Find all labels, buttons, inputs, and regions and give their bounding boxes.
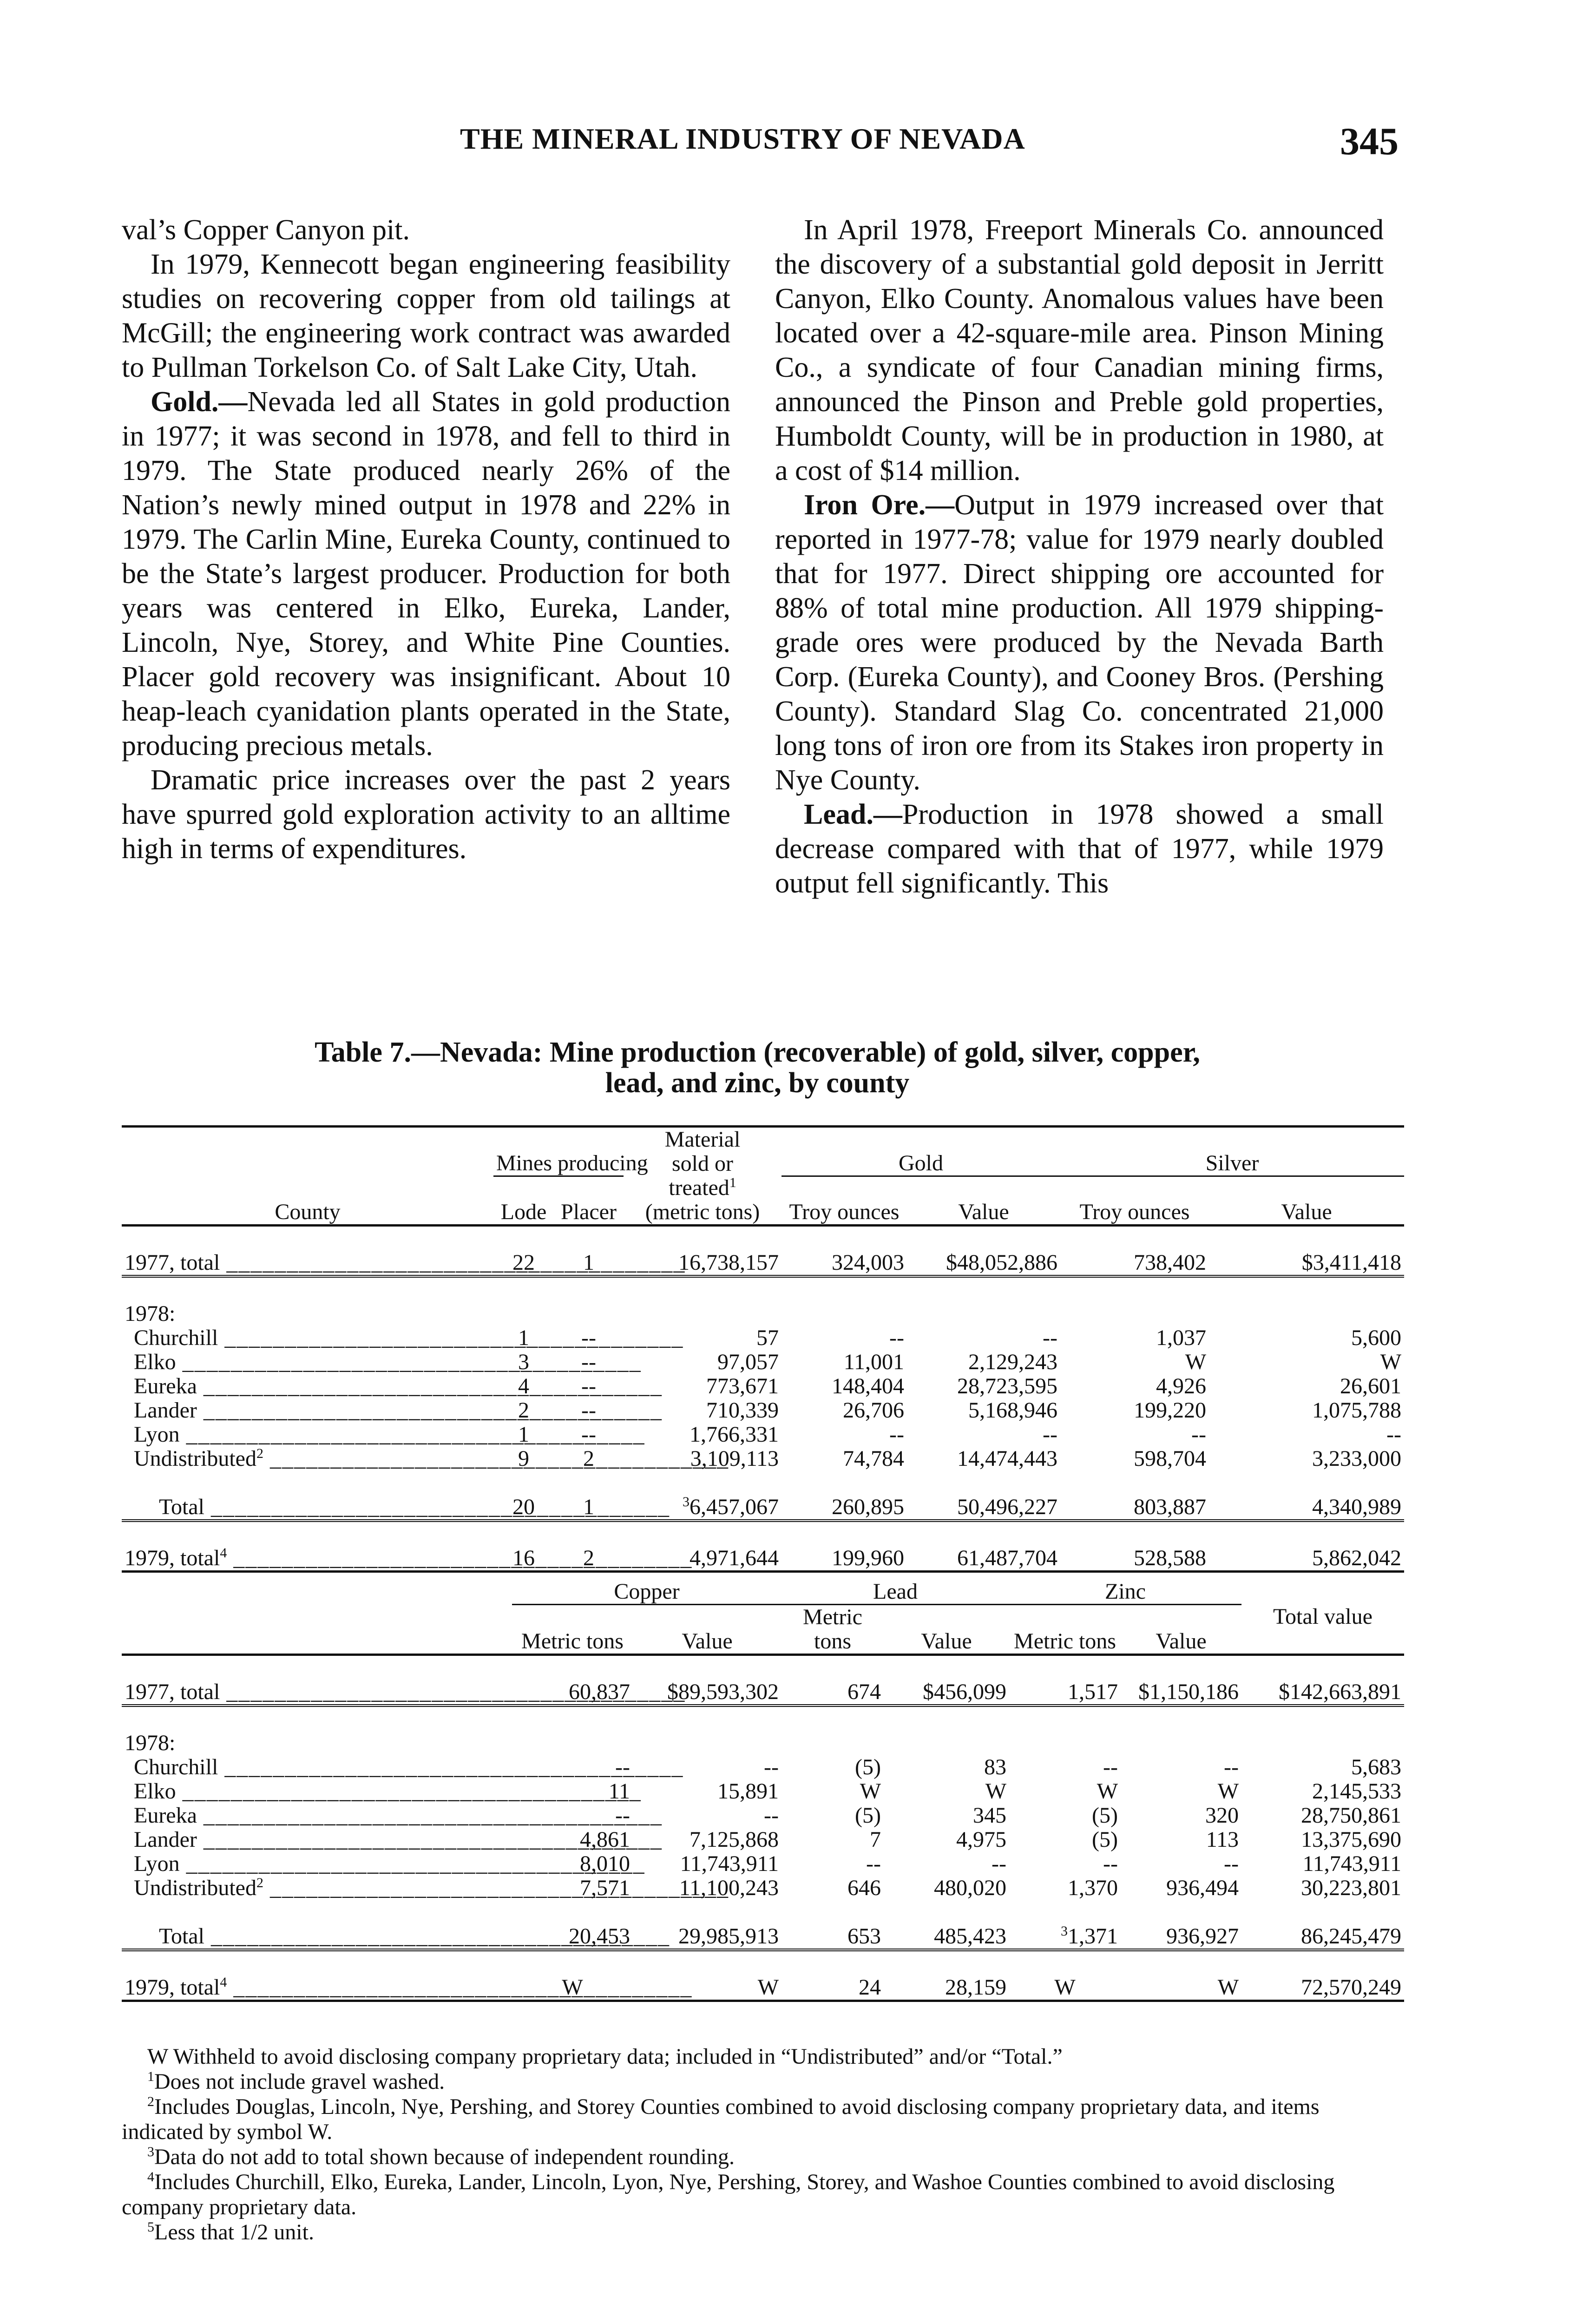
zinc-metric-tons-header: Metric tons [1014,1629,1116,1654]
table-row: Elko _____ 3 -- 97,057 11,001 2,129,243 W W [122,1350,1404,1374]
footnote-4: $^4$Includes Churchill, Elko, Eureka, Lander, Lincoln, Lyon, Nye, Pershing, Storey, and Washoe Counties combined to avoid disclosing company proprietary data. [122,2169,1335,2219]
paragraph-text: Production in 1978 showed a small decrease compared with that of 1977, while 1979 output fell significantly. This [775,799,1384,899]
paragraph: val’s Copper Canyon pit. [122,214,410,246]
footnote-5: $^5$Less that 1/2 unit. [147,2219,314,2244]
section-heading-gold: Gold.— [151,386,248,418]
table-row: 1979, total$^4$ _____ W W 24 28,159 W W 72,570,249 [122,1975,1404,2001]
silver-troy-ounces-header: Troy ounces [1079,1200,1190,1224]
year-label-row: 1978: [125,1301,176,1326]
table-footnotes [122,2044,1404,2245]
table-row: Churchill _____ -- -- (5) 83 -- -- 5,683 [122,1755,1404,1779]
copper-metric-tons-header: Metric tons [521,1629,624,1654]
running-title: THE MINERAL INDUSTRY OF NEVADA [460,122,1025,155]
paragraph-lead [775,797,1384,900]
county-header: County [275,1200,341,1224]
material-header: Material sold or treated$^1$ (metric tons) [645,1127,760,1224]
footnote-w: W Withheld to avoid disclosing company proprietary data; included in “Undistributed” and/or “Total.” [147,2044,1063,2069]
footnote-3: $^3$Data do not add to total shown because of independent rounding. [147,2144,735,2169]
total-value-header: Total value [1273,1604,1373,1629]
zinc-header: Zinc [1009,1580,1241,1605]
paragraph: In 1979, Kennecott began engineering feasibility studies on recovering copper from old tailings at McGill; the engineering work contract was awarded to Pullman Torkelson Co. of Salt Lake City, Utah. [122,249,730,383]
page-number: 345 [1340,120,1399,163]
table-row: Lander _____ 2 -- 710,339 26,706 5,168,946 199,220 1,075,788 [122,1398,1404,1423]
paragraph: In April 1978, Freeport Minerals Co. announced the discovery of a substantial gold deposit in Jerritt Canyon, Elko County. Anomalous values have been located over a 42-square-mile area. Pinson Mining Co., a syndicate of four Canadian mining firms, announced the Pinson and Preble gold properties, Humboldt County, will be in production in 1980, at a cost of $14 million. [775,214,1384,486]
page-header [116,122,1399,164]
table-row: Elko _____ 11 15,891 W W W W 2,145,533 [122,1779,1404,1804]
mines-producing-header: Mines producing [493,1127,624,1176]
year-label-row: 1978: [125,1731,176,1755]
paragraph-gold [122,385,730,763]
table-title-line: Table 7.—Nevada: Mine production (recoverable) of gold, silver, copper, [315,1037,1200,1068]
gold-value-header: Value [958,1200,1009,1224]
production-table-copper-lead-zinc [122,1580,1404,2002]
lead-metric-tons-header: Metric tons [803,1605,862,1654]
section-heading-lead: Lead.— [804,799,902,830]
copper-value-header: Value [682,1629,733,1654]
table-row: Churchill _____ 1 -- 57 -- -- 1,037 5,600 [122,1326,1404,1350]
table-row: Eureka _____ -- -- (5) 345 (5) 320 28,750,861 [122,1804,1404,1828]
zinc-value-header: Value [1156,1629,1207,1654]
table-row-total: Total _____ 20,453 29,985,913 653 485,423 $^3$1,371 936,927 86,245,479 [122,1924,1404,1950]
table-row: Lander _____ 4,861 7,125,868 7 4,975 (5) 113 13,375,690 [122,1828,1404,1852]
lead-value-header: Value [921,1629,972,1654]
table-row: Lyon _____ 1 -- 1,766,331 -- -- -- -- [122,1423,1404,1447]
copper-header: Copper [512,1580,782,1605]
paragraph: Dramatic price increases over the past 2 years have spurred gold exploration activity to an alltime high in terms of expenditures. [122,764,730,865]
table-row: Eureka _____ 4 -- 773,671 148,404 28,723,595 4,926 26,601 [122,1374,1404,1398]
gold-header: Gold [782,1127,1060,1176]
table-row: Lyon _____ 8,010 11,743,911 -- -- -- -- 11,743,911 [122,1852,1404,1876]
table-row: Undistributed$^2$ _____ 7,571 11,100,243 646 480,020 1,370 936,494 30,223,801 [122,1876,1404,1900]
right-column [775,213,1384,900]
table-row: Undistributed$^2$ _____ 9 2 3,109,113 74,784 14,474,443 598,704 3,233,000 [122,1447,1404,1471]
table-row-total: Total _____ 20 1 $^3$6,457,067 260,895 50,496,227 803,887 4,340,989 [122,1495,1404,1521]
table-title [116,1037,1399,1098]
lead-header: Lead [782,1580,1009,1605]
paragraph-text: Nevada led all States in gold production in 1977; it was second in 1978, and fell to third in 1979. The State produced nearly 26% of the Nation’s newly mined output in 1978 and 22% in 1979. The Carlin Mine, Eureka County, continued to be the State’s largest producer. Production for both years was centered in Elko, Eureka, Lander, Lincoln, Nye, Storey, and White Pine Counties. Placer gold recovery was insignificant. About 10 heap-leach cyanidation plants operated in the State, producing precious metals. [122,386,730,761]
table-title-line: lead, and zinc, by county [605,1067,910,1099]
lode-header: Lode [500,1200,547,1224]
footnote-1: $^1$Does not include gravel washed. [147,2069,445,2094]
silver-header: Silver [1060,1127,1404,1176]
paragraph-iron-ore [775,488,1384,797]
table-row: 1979, total$^4$ _____ 16 2 4,971,644 199,960 61,487,704 528,588 5,862,042 [122,1546,1404,1572]
footnote-2: $^2$Includes Douglas, Lincoln, Nye, Pershing, and Storey Counties combined to avoid disclosing company proprietary data, and items indicated by symbol W. [122,2094,1320,2144]
gold-troy-ounces-header: Troy ounces [789,1200,900,1224]
table-row: 1977, total _____ 60,837 $89,593,302 674 $456,099 1,517 $1,150,186 $142,663,891 [122,1680,1404,1706]
production-table-gold-silver [122,1125,1404,1573]
section-heading-iron-ore: Iron Ore.— [804,489,955,521]
left-column [122,213,730,866]
paragraph-text: Output in 1979 increased over that reported in 1977-78; value for 1979 nearly doubled that for 1977. Direct shipping ore accounted for 88% of total mine production. All 1979 shipping-grade ores were produced by the Nevada Barth Corp. (Eureka County), and Cooney Bros. (Pershing County). Standard Slag Co. concentrated 21,000 long tons of iron ore from its Stakes iron property in Nye County. [775,489,1384,796]
table-row: 1977, total _____ 22 1 16,738,157 324,003 $48,052,886 738,402 $3,411,418 [122,1251,1404,1276]
silver-value-header: Value [1281,1200,1332,1224]
placer-header: Placer [561,1200,617,1224]
